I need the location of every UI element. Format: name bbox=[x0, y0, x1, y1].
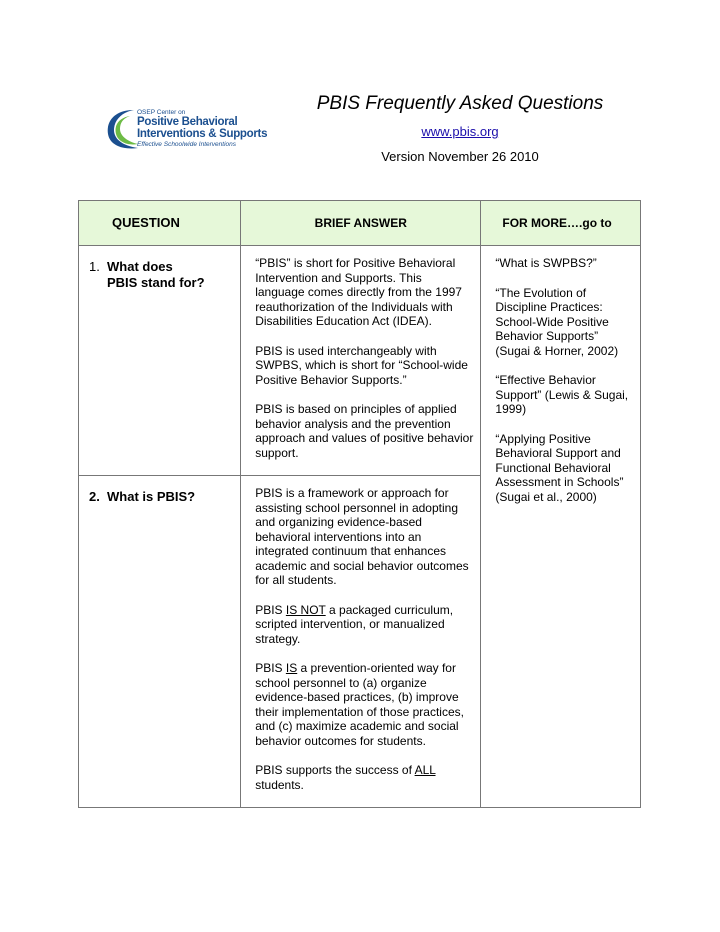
answer-paragraph: “PBIS” is short for Positive Behavioral Intervention and Supports. This language comes directly from the 1997 reauthorization of the Individuals with Disabilities Education Act (IDEA). bbox=[255, 256, 462, 328]
question-cell bbox=[79, 476, 241, 808]
answer-paragraph: PBIS IS NOT a packaged curriculum, scripted intervention, or manualized strategy. bbox=[255, 602, 454, 646]
question-cell bbox=[79, 246, 241, 476]
reference-item: “Effective Behavior Support” (Lewis & Sugai, 1999) bbox=[495, 373, 629, 416]
version-date: Version November 26 2010 bbox=[381, 149, 539, 164]
question-number: 1. bbox=[89, 259, 100, 274]
table-row bbox=[79, 246, 641, 476]
answer-paragraph: PBIS is based on principles of applied behavior analysis and the prevention approach and values of positive behavior support. bbox=[255, 402, 474, 460]
reference-item: “Applying Positive Behavioral Support and Functional Behavioral Assessment in Schools” (Sugai et al., 2000) bbox=[495, 431, 624, 504]
emphasis-is-not: IS NOT bbox=[285, 602, 326, 617]
faq-table bbox=[78, 200, 641, 808]
reference-item: “What is SWPBS?” bbox=[495, 256, 597, 270]
answer-paragraph: PBIS supports the success of ALL students. bbox=[255, 763, 436, 792]
reference-item: “The Evolution of Discipline Practices: School-Wide Positive Behavior Supports” (Sugai & Horner, 2002) bbox=[495, 285, 619, 358]
pbis-website-link[interactable]: www.pbis.org bbox=[421, 124, 499, 139]
more-column-header: FOR MORE….go to bbox=[481, 201, 641, 246]
question-text: What does PBIS stand for? bbox=[107, 259, 205, 290]
answer-cell bbox=[241, 246, 481, 476]
answer-paragraph: PBIS IS a prevention-oriented way for school personnel to (a) organize evidence-based practices, (b) improve their implementation of those practices, and (c) maximize academic and social behavior outcomes for students. bbox=[255, 661, 464, 748]
doc-header bbox=[280, 92, 640, 164]
logo-small-text: OSEP Center on bbox=[137, 109, 186, 116]
answer-column-header: BRIEF ANSWER bbox=[241, 201, 481, 246]
logo-line2: Interventions & Supports bbox=[137, 128, 268, 140]
emphasis-all: ALL bbox=[414, 763, 436, 777]
question-number: 2. bbox=[89, 489, 100, 504]
pbis-logo bbox=[104, 104, 268, 154]
answer-cell bbox=[241, 476, 481, 808]
more-info-cell bbox=[481, 246, 641, 808]
question-column-header: QUESTION bbox=[79, 201, 241, 246]
answer-paragraph: PBIS is used interchangeably with SWPBS, which is short for “School-wide Positive Behavior Supports.” bbox=[255, 343, 468, 387]
emphasis-is: IS bbox=[285, 661, 298, 675]
table-header-row bbox=[79, 201, 641, 246]
question-text: What is PBIS? bbox=[107, 489, 196, 504]
page-title: PBIS Frequently Asked Questions bbox=[316, 93, 604, 114]
logo-line1: Positive Behavioral bbox=[137, 116, 238, 128]
logo-tagline: Effective Schoolwide Interventions bbox=[137, 141, 236, 148]
answer-paragraph: PBIS is a framework or approach for assisting school personnel in adopting and organizing evidence-based behavioral interventions into an integrated continuum that enhances academic and social behavior outcomes for all students. bbox=[255, 486, 469, 587]
